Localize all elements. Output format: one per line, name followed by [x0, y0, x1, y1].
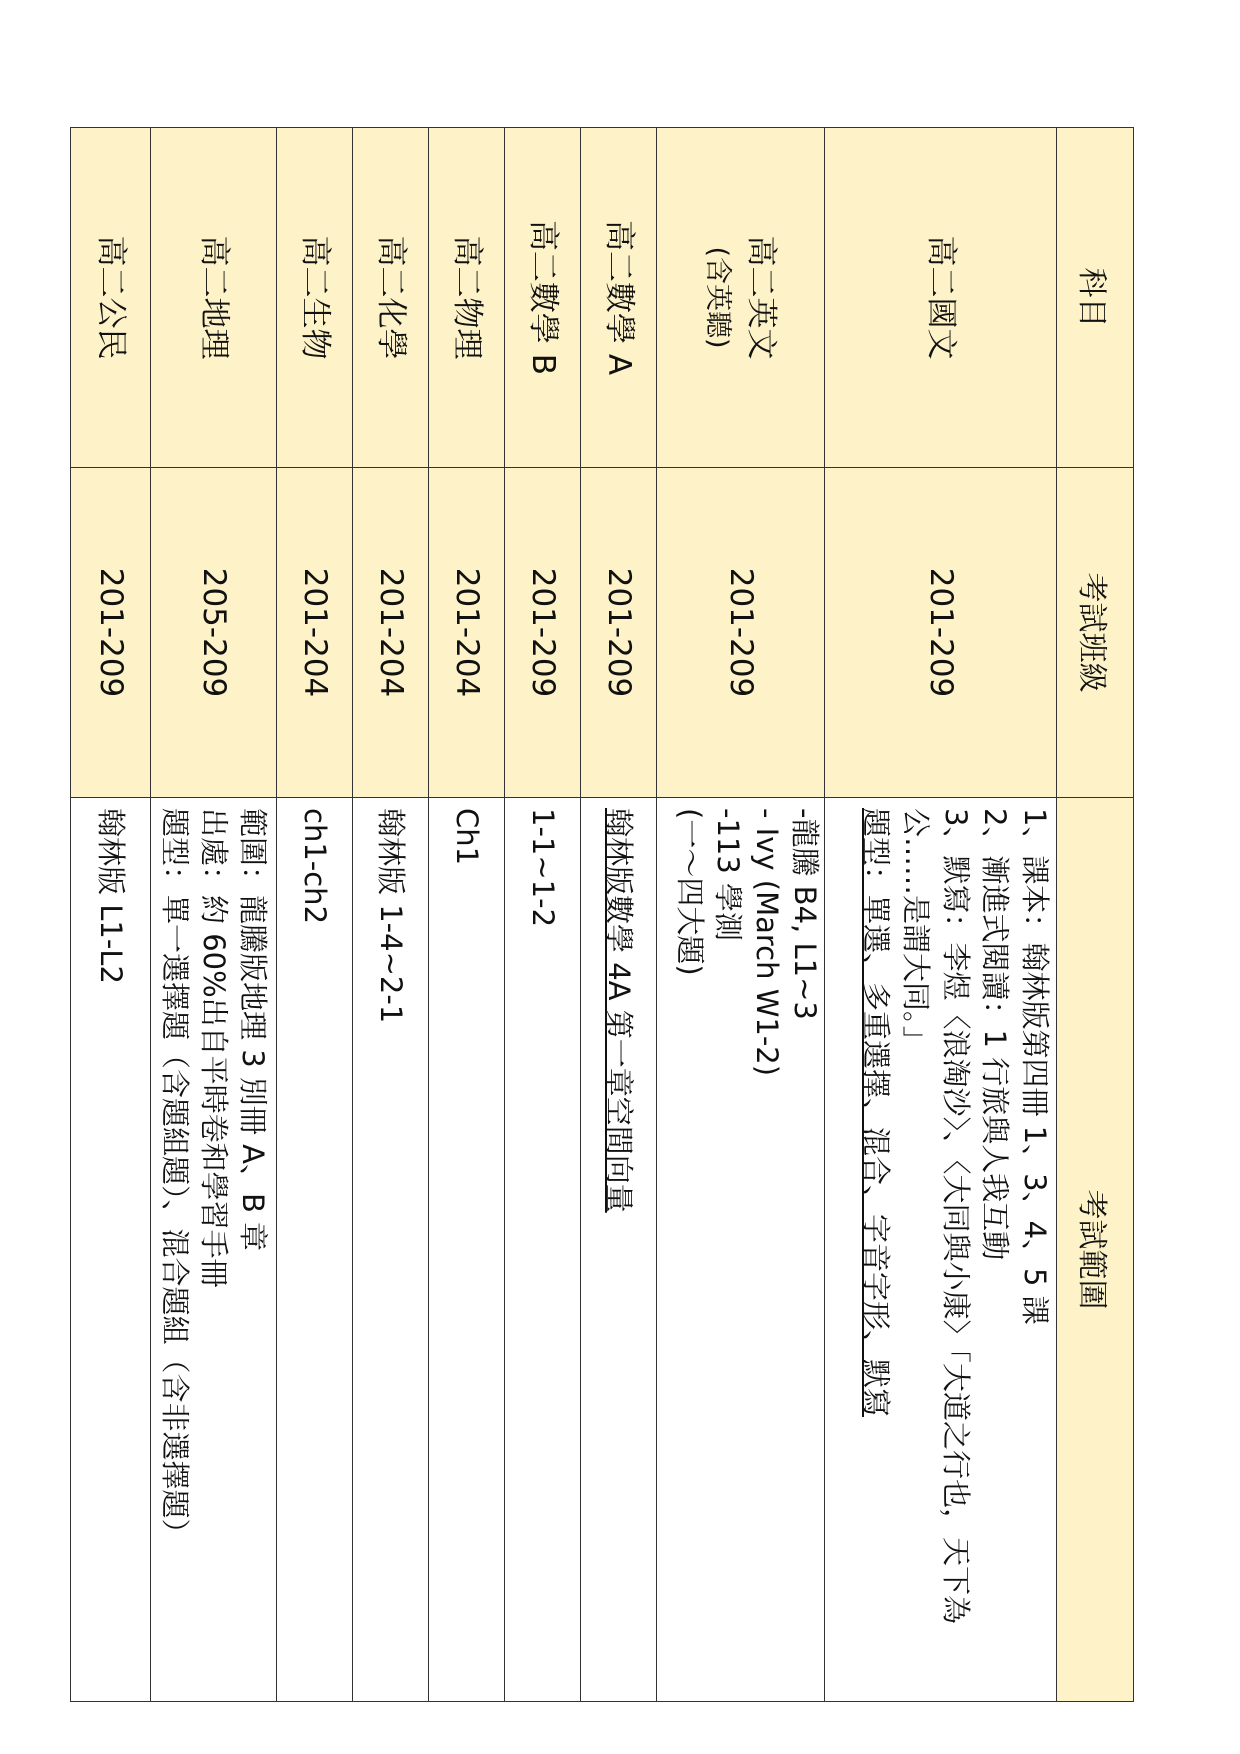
classes-cell: 201-204	[429, 468, 505, 798]
subject-cell	[657, 128, 825, 468]
range-cell	[825, 798, 1057, 1702]
subject-cell: 高二國文	[825, 128, 1057, 468]
subject-cell: 高二數學 A	[581, 128, 657, 468]
subject-cell: 高二地理	[151, 128, 277, 468]
subject-cell: 高二物理	[429, 128, 505, 468]
table-row	[657, 128, 825, 1702]
table-row	[429, 128, 505, 1702]
subject-cell: 高二公民	[71, 128, 151, 468]
range-line: 公……是謂大同。」	[898, 808, 933, 1055]
range-line: 翰林版數學 4A 第一章空間向量	[602, 808, 637, 1213]
range-line: (一～四大題)	[673, 808, 708, 976]
header-range: 考試範圍	[1057, 798, 1134, 1702]
range-line: 題型：單選、多重選擇、混合、字音字形、默寫	[859, 808, 894, 1418]
range-line: 翰林版 L1-L2	[94, 808, 129, 984]
table-row	[151, 128, 277, 1702]
subject-name: 高二英文	[743, 235, 779, 360]
classes-cell: 201-204	[277, 468, 353, 798]
subject-cell: 高二數學 B	[505, 128, 581, 468]
range-line: 翰林版 1-4~2-1	[374, 808, 409, 1024]
classes-cell: 201-209	[581, 468, 657, 798]
classes-cell: 205-209	[151, 468, 277, 798]
range-cell	[429, 798, 505, 1702]
subject-cell: 高二生物	[277, 128, 353, 468]
header-row	[1057, 128, 1134, 1702]
table-row	[353, 128, 429, 1702]
range-cell	[581, 798, 657, 1702]
range-cell	[353, 798, 429, 1702]
range-line: 出處：約 60%出自平時卷和學習手冊	[197, 808, 232, 1288]
range-line: 範圍：龍騰版地理 3 別冊 A、B 章	[236, 808, 271, 1252]
classes-cell: 201-209	[825, 468, 1057, 798]
range-line: 3、默寫：李煜〈浪淘沙〉、〈大同與小康〉「大道之行也，天下為	[938, 808, 973, 1624]
range-line: 1-1~1-2	[526, 808, 561, 928]
range-cell	[505, 798, 581, 1702]
table-row	[277, 128, 353, 1702]
subject-note: (含英聽)	[702, 246, 734, 349]
range-line: 2、漸進式閱讀：1 行旅與人我互動	[978, 808, 1013, 1261]
rotated-page	[90, 127, 1134, 1701]
range-line: 1、課本：翰林版第四冊 1、3、4、5 課	[1018, 808, 1052, 1325]
range-cell	[657, 798, 825, 1702]
range-line: Ch1	[450, 808, 485, 866]
range-line: 題型：單一選擇題（含題組題）、混合題組（含非選擇題）	[157, 808, 192, 1548]
exam-scope-table	[70, 127, 1134, 1702]
classes-cell: 201-209	[505, 468, 581, 798]
subject-cell: 高二化學	[353, 128, 429, 468]
range-cell	[71, 798, 151, 1702]
classes-cell: 201-209	[657, 468, 825, 798]
range-line: - Ivy (March W1-2)	[749, 808, 784, 1077]
range-line: -龍騰 B4, L1~3	[788, 808, 822, 1020]
table-row	[71, 128, 151, 1702]
range-line: -113 學測	[711, 808, 746, 942]
table-row	[505, 128, 581, 1702]
range-cell	[277, 798, 353, 1702]
range-line: ch1-ch2	[298, 808, 333, 925]
table-row	[825, 128, 1057, 1702]
header-classes: 考試班級	[1057, 468, 1134, 798]
header-subject: 科目	[1057, 128, 1134, 468]
classes-cell: 201-204	[353, 468, 429, 798]
range-cell	[151, 798, 277, 1702]
table-row	[581, 128, 657, 1702]
classes-cell: 201-209	[71, 468, 151, 798]
